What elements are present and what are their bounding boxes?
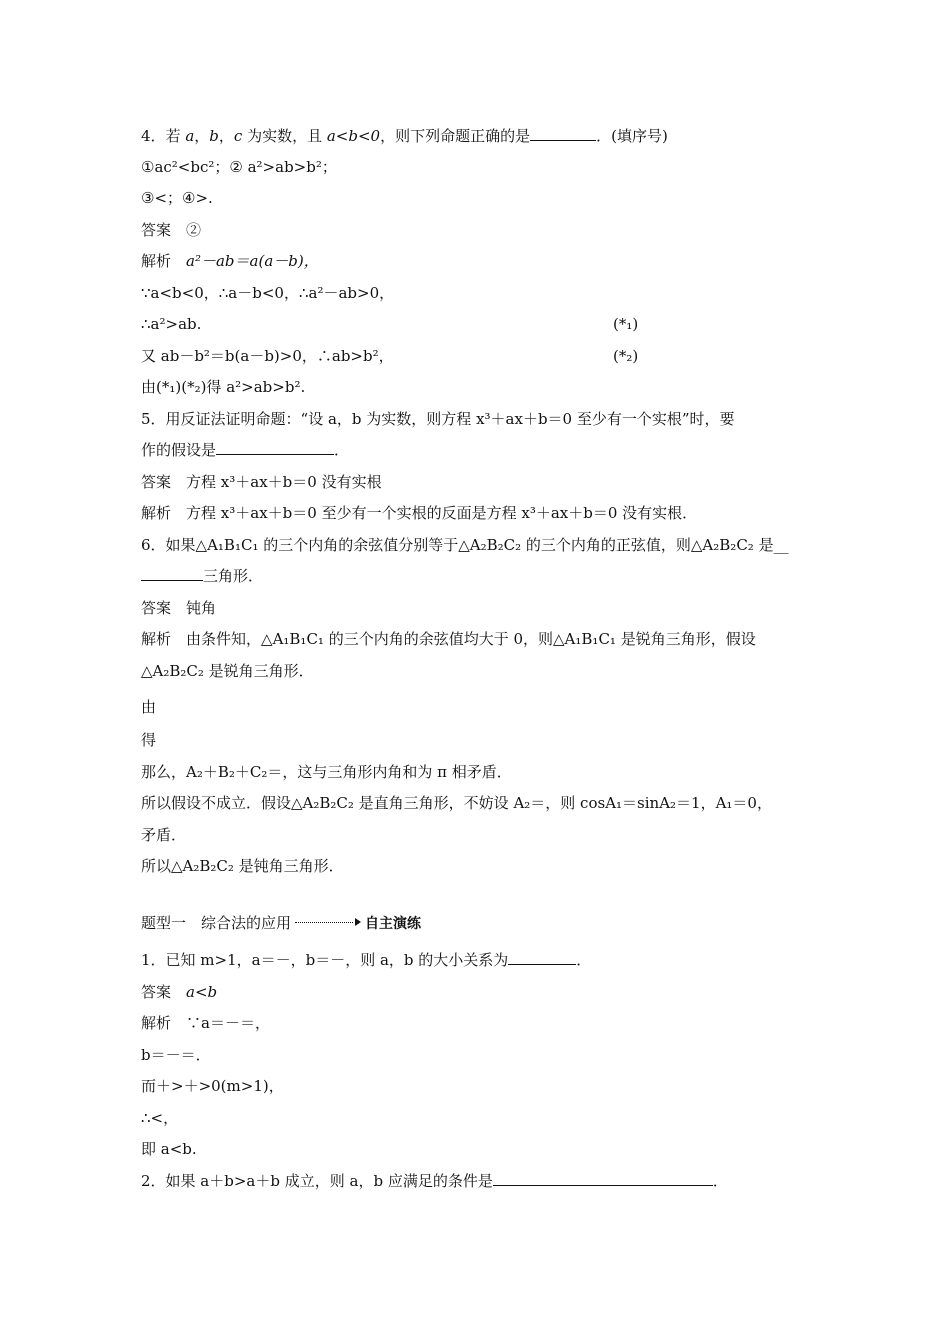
t2-stem-text: 2．如果 a＋b>a＋b 成立，则 a，b 应满足的条件是: [141, 1172, 493, 1190]
q6-analysis-final: 所以△A₂B₂C₂ 是钝角三角形．: [141, 857, 344, 875]
q5-stem-text: 作的假设是: [141, 441, 217, 459]
section-tag: 自主演练: [365, 916, 422, 932]
q4-stem-text: 为实数，且: [242, 127, 327, 145]
q5-stem-2: [141, 440, 349, 460]
t1-stem-text: 1．已知 m>1，a＝－，b＝－，则 a，b 的大小关系为: [141, 951, 509, 969]
t1-analysis-4: ∴<，: [141, 1109, 179, 1127]
var-a: a: [185, 127, 195, 145]
t1-analysis-1: [141, 1013, 270, 1033]
analysis-text: a²－ab＝a(a－b)，: [186, 252, 319, 270]
answer-value: ②: [186, 221, 202, 239]
equation-mark-2: (*₂): [613, 347, 639, 365]
q6-analysis-so-2: 矛盾．: [141, 826, 187, 844]
q4-stem-text: ．(填序号): [596, 127, 668, 145]
analysis-label: 解析: [141, 1014, 172, 1032]
analysis-label: 解析: [141, 252, 172, 270]
var-c: c: [233, 127, 243, 145]
q4-analysis-1: [141, 251, 319, 271]
q4-options-1: ①ac²<bc²；② a²>ab>b²；: [141, 158, 337, 176]
answer-label: 答案: [141, 983, 172, 1001]
q4-analysis-2: ∵a<b<0，∴a－b<0，∴a²－ab>0，: [141, 284, 395, 302]
t1-stem-text: ．: [576, 951, 592, 969]
t2-stem-text: ．: [712, 1172, 728, 1190]
t1-analysis-3: 而＋>＋>0(m>1)，: [141, 1077, 284, 1095]
q6-stem-2: [141, 566, 263, 586]
answer-blank: [530, 126, 596, 141]
analysis-label: 解析: [141, 504, 172, 522]
t2-stem: [141, 1171, 728, 1191]
q5-answer: [141, 472, 382, 492]
q5-analysis: [141, 503, 697, 523]
answer-label: 答案: [141, 473, 172, 491]
q4-analysis-4: 又 ab－b²＝b(a－b)>0，∴ab>b²，: [141, 347, 394, 365]
answer-value: 方程 x³＋ax＋b＝0 没有实根: [186, 473, 382, 491]
answer-blank: [216, 440, 334, 455]
q6-stem-1: 6．如果△A₁B₁C₁ 的三个内角的余弦值分别等于△A₂B₂C₂ 的三个内角的正弦值，则△A₂B₂C₂ 是__: [141, 536, 789, 554]
answer-blank: [493, 1171, 713, 1186]
section-title: 题型一 综合法的应用: [141, 914, 292, 932]
equation-mark-1: (*₁): [613, 315, 639, 333]
q5-stem-1: 5．用反证法证明命题：“设 a，b 为实数，则方程 x³＋ax＋b＝0 至少有一个实根”时，要: [141, 410, 735, 428]
q4-sep: ，: [218, 127, 234, 145]
answer-label: 答案: [141, 221, 172, 239]
q6-analysis-2: △A₂B₂C₂ 是锐角三角形．: [141, 662, 314, 680]
q6-stem-text: 三角形．: [203, 567, 264, 585]
q4-analysis-3: ∴a²>ab.: [141, 315, 202, 333]
q6-answer: [141, 598, 216, 618]
var-b: b: [209, 127, 219, 145]
q6-analysis-then: 那么，A₂＋B₂＋C₂＝，这与三角形内角和为 π 相矛盾．: [141, 763, 512, 781]
q4-condition: a<b<0: [326, 127, 381, 145]
arrow-right-icon: [355, 918, 361, 926]
analysis-text: 由条件知，△A₁B₁C₁ 的三个内角的余弦值均大于 0，则△A₁B₁C₁ 是锐角三角形，假设: [186, 630, 756, 648]
q6-analysis-1: [141, 629, 756, 649]
q6-analysis-de: 得: [141, 731, 157, 749]
q4-sep: ，: [194, 127, 210, 145]
answer-label: 答案: [141, 599, 172, 617]
q4-stem-text: 4．若: [141, 127, 186, 145]
section-heading: [141, 913, 421, 934]
q4-answer: [141, 220, 201, 240]
t1-analysis-2: b＝－＝．: [141, 1046, 211, 1064]
arrow-line: [295, 922, 353, 923]
answer-blank: [508, 950, 576, 965]
answer-blank: [141, 566, 203, 581]
t1-stem: [141, 950, 591, 970]
analysis-text: ∵a＝－＝，: [186, 1014, 270, 1032]
t1-analysis-5: 即 a<b.: [141, 1140, 197, 1158]
answer-value: a<b: [186, 983, 218, 1001]
q4-analysis-5: 由(*₁)(*₂)得 a²>ab>b².: [141, 378, 306, 396]
answer-value: 钝角: [186, 599, 217, 617]
analysis-label: 解析: [141, 630, 172, 648]
q5-stem-text: ．: [334, 441, 350, 459]
q6-analysis-so-1: 所以假设不成立．假设△A₂B₂C₂ 是直角三角形，不妨设 A₂＝，则 cosA₁＝sinA₂＝1，A₁＝0，: [141, 794, 772, 812]
q4-options-2: ③<；④>.: [141, 189, 213, 207]
q4-stem: [141, 126, 668, 146]
t1-answer: [141, 982, 217, 1002]
q6-analysis-you: 由: [141, 698, 157, 716]
analysis-text: 方程 x³＋ax＋b＝0 至少有一个实根的反面是方程 x³＋ax＋b＝0 没有实根．: [186, 504, 698, 522]
q4-stem-text: ，则下列命题正确的是: [380, 127, 531, 145]
